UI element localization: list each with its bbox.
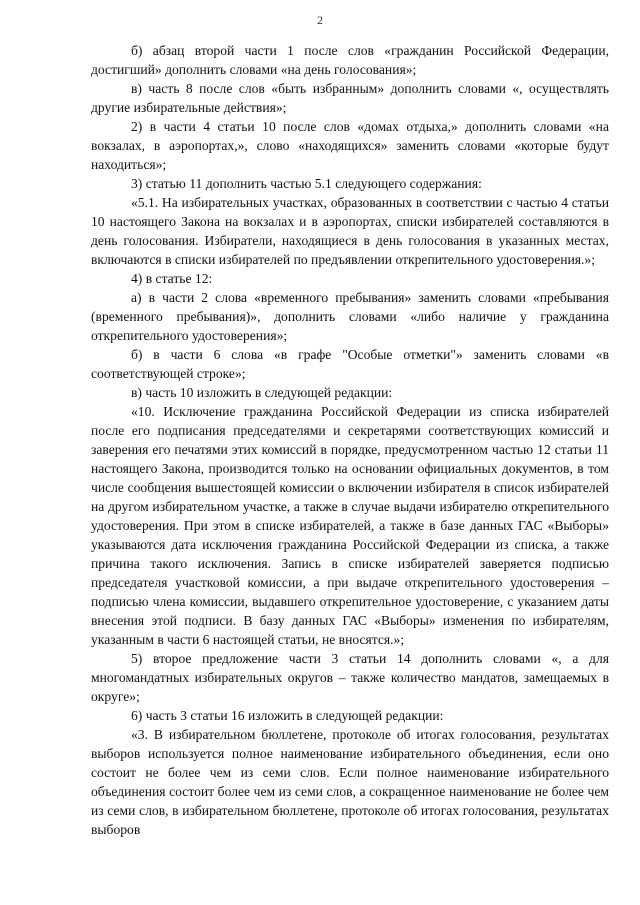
paragraph-b-part1: б) абзац второй части 1 после слов «гражданин Российской Федерации, достигший» дополнить словами «на день голосования»; xyxy=(91,43,609,77)
paragraph-4-article12: 4) в статье 12: xyxy=(131,271,213,286)
paragraph-quote-3: «3. В избирательном бюллетене, протоколе об итогах голосования, результатах выборов используется полное наименование избирательного объединения, если оно состоит не более чем из семи слов. Если полное наименование избирательного объединения состоит более чем из семи слов, а сокращенное наименование не более чем из семи слов, в избирательном бюллетене, протоколе об итогах голосования, результатах выборов xyxy=(91,727,609,837)
paragraph-2-article10: 2) в части 4 статьи 10 после слов «домах отдыха,» дополнить словами «на вокзалах, в аэропортах,», слово «находящихся» заменить словами «которые будут находиться»; xyxy=(91,119,609,172)
paragraph-5-article14: 5) второе предложение части 3 статьи 14 дополнить словами «, а для многомандатных избирательных округов – также количество мандатов, замещаемых в округе»; xyxy=(91,651,609,704)
paragraph-6-article16: 6) часть 3 статьи 16 изложить в следующей редакции: xyxy=(131,708,444,723)
paragraph-b-part6: б) в части 6 слова «в графе "Особые отметки"» заменить словами «в соответствующей строке»; xyxy=(91,347,609,381)
paragraph-3-article11: 3) статью 11 дополнить частью 5.1 следующего содержания: xyxy=(131,176,482,191)
paragraph-quote-10: «10. Исключение гражданина Российской Федерации из списка избирателей после его подписания председателями и секретарями соответствующих комиссий и заверения его печатями этих комиссий в порядке, предусмотренном частью 12 статьи 11 настоящего Закона, производится только на основании официальных документов, в том числе сообщения вышестоящей комиссии о включении избирателя в список избирателей на другом избирательном участке, а также в случае выдачи избирателю открепительного удостоверения. При этом в списке избирателей, а также в базе данных ГАС «Выборы» указываются дата исключения гражданина Российской Федерации из списка, а также причина такого исключения. Запись в списке избирателей заверяется подписью председателя участковой комиссии, а при выдаче открепительного удостоверения – подписью члена комиссии, выдавшего открепительное удостоверение, с указанием даты внесения этой подписи. В базу данных ГАС «Выборы» изменения по избирателям, указанным в части 6 настоящей статьи, не вносятся.»; xyxy=(91,404,609,647)
paragraph-v-part10: в) часть 10 изложить в следующей редакции: xyxy=(131,385,393,400)
paragraph-a-part2: а) в части 2 слова «временного пребывания» заменить словами «пребывания (временного пребывания)», дополнить словами «либо наличие у гражданина открепительного удостоверения»; xyxy=(91,290,609,343)
document-body xyxy=(91,41,609,839)
page-number: 2 xyxy=(317,13,323,27)
paragraph-quote-5-1: «5.1. На избирательных участках, образованных в соответствии с частью 4 статьи 10 настоящего Закона на вокзалах и в аэропортах, списки избирателей составляются в день голосования. Избиратели, находящиеся в день голосования в указанных местах, включаются в списки избирателей по предъявлении открепительного удостоверения.»; xyxy=(91,195,609,267)
paragraph-v-part8: в) часть 8 после слов «быть избранным» дополнить словами «, осуществлять другие избирательные действия»; xyxy=(91,81,609,115)
